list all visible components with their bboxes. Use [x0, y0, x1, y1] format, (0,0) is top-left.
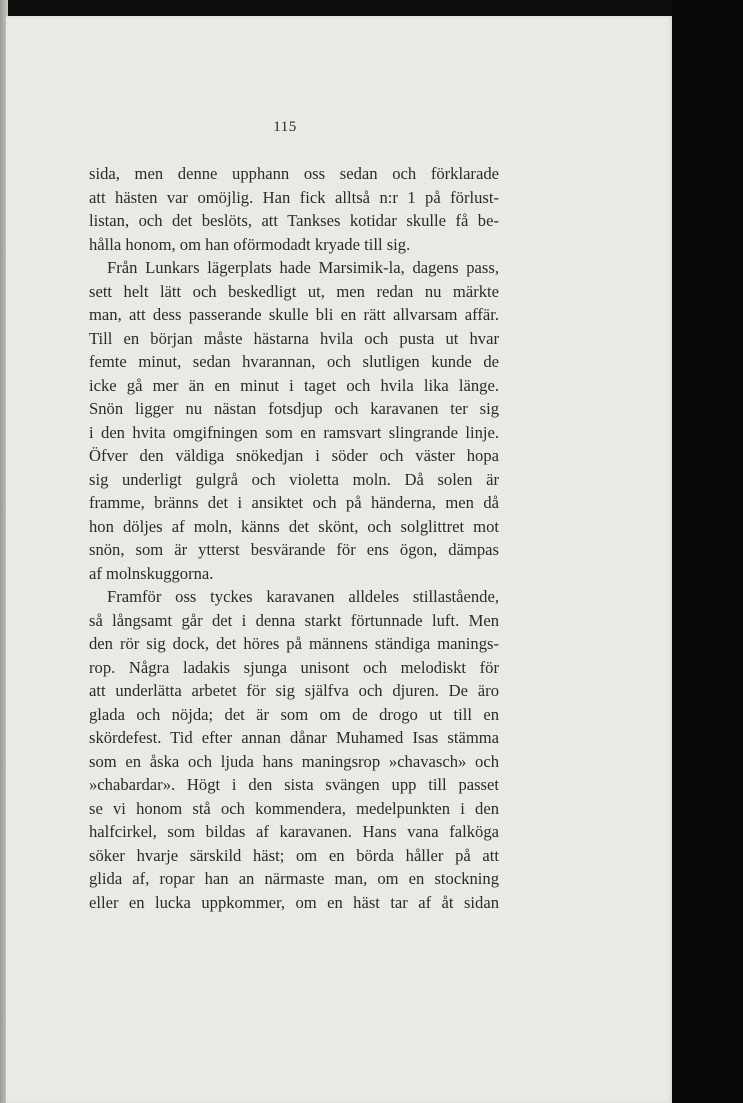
- text-line: söker hvarje särskild häst; om en börda håller på att: [89, 845, 499, 865]
- body-text: [89, 162, 499, 914]
- book-page: [6, 16, 672, 1103]
- text-line: i den hvita omgifningen som en ramsvart slingrande linje.: [89, 422, 499, 442]
- text-line: Öfver den väldiga snökedjan i söder och väster hopa: [89, 446, 499, 465]
- text-line: se vi honom stå och kommendera, medelpunkten i den: [89, 798, 499, 818]
- text-line: halfcirkel, som bildas af karavanen. Hans vana falköga: [89, 822, 499, 841]
- text-line: att underlätta arbetet för sig själfva och djuren. De äro: [89, 681, 499, 700]
- text-line: »chabardar». Högt i den sista svängen upp till passet: [89, 775, 499, 794]
- text-line: den rör sig dock, det höres på männens ständiga manings-: [89, 634, 499, 653]
- text-line: sett helt lätt och beskedligt ut, men redan nu märkte: [89, 281, 499, 301]
- text-line: Framför oss tyckes karavanen alldeles stillastående,: [107, 587, 499, 606]
- text-line: att hästen var omöjlig. Han fick alltså n:r 1 på förlust-: [89, 187, 499, 207]
- text-line: så långsamt går det i denna starkt förtunnade luft. Men: [89, 610, 499, 630]
- text-line: glada och nöjda; det är som om de drogo ut till en: [89, 704, 499, 724]
- text-line: femte minut, sedan hvarannan, och slutligen kunde de: [89, 352, 499, 371]
- text-line: sida, men denne upphann oss sedan och förklarade: [89, 164, 499, 183]
- text-line: framme, bränns det i ansiktet och på händerna, men då: [89, 493, 499, 512]
- text-line: Snön ligger nu nästan fotsdjup och karavanen ter sig: [89, 399, 499, 418]
- text-line: icke gå mer än en minut i taget och hvila lika länge.: [89, 375, 499, 395]
- text-line: sig underligt gulgrå och violetta moln. Då solen är: [89, 469, 499, 489]
- text-line: hon döljes af moln, känns det skönt, och solglittret mot: [89, 516, 499, 536]
- text-line: man, att dess passerande skulle bli en rätt allvarsam affär.: [89, 305, 499, 324]
- text-line: Från Lunkars lägerplats hade Marsimik-la, dagens pass,: [107, 258, 499, 277]
- scan-border: [672, 0, 743, 1103]
- text-line: skördefest. Tid efter annan dånar Muhamed Isas stämma: [89, 728, 499, 747]
- text-line: eller en lucka uppkommer, om en häst tar af åt sidan: [89, 892, 499, 912]
- text-line: rop. Några ladakis sjunga unisont och melodiskt för: [89, 657, 499, 677]
- text-line: Till en början måste hästarna hvila och pusta ut hvar: [89, 328, 499, 348]
- text-line: af molnskuggorna.: [89, 563, 214, 583]
- text-line: som en åska och ljuda hans maningsrop »chavasch» och: [89, 751, 499, 771]
- text-line: snön, som är ytterst besvärande för ens ögon, dämpas: [89, 540, 499, 559]
- text-line: listan, och det beslöts, att Tankses kotidar skulle få be-: [89, 211, 499, 230]
- text-line: hålla honom, om han oförmodadt kryade till sig.: [89, 234, 411, 254]
- page-number: 115: [273, 119, 297, 135]
- text-line: glida af, ropar han an närmaste man, om en stockning: [89, 869, 499, 888]
